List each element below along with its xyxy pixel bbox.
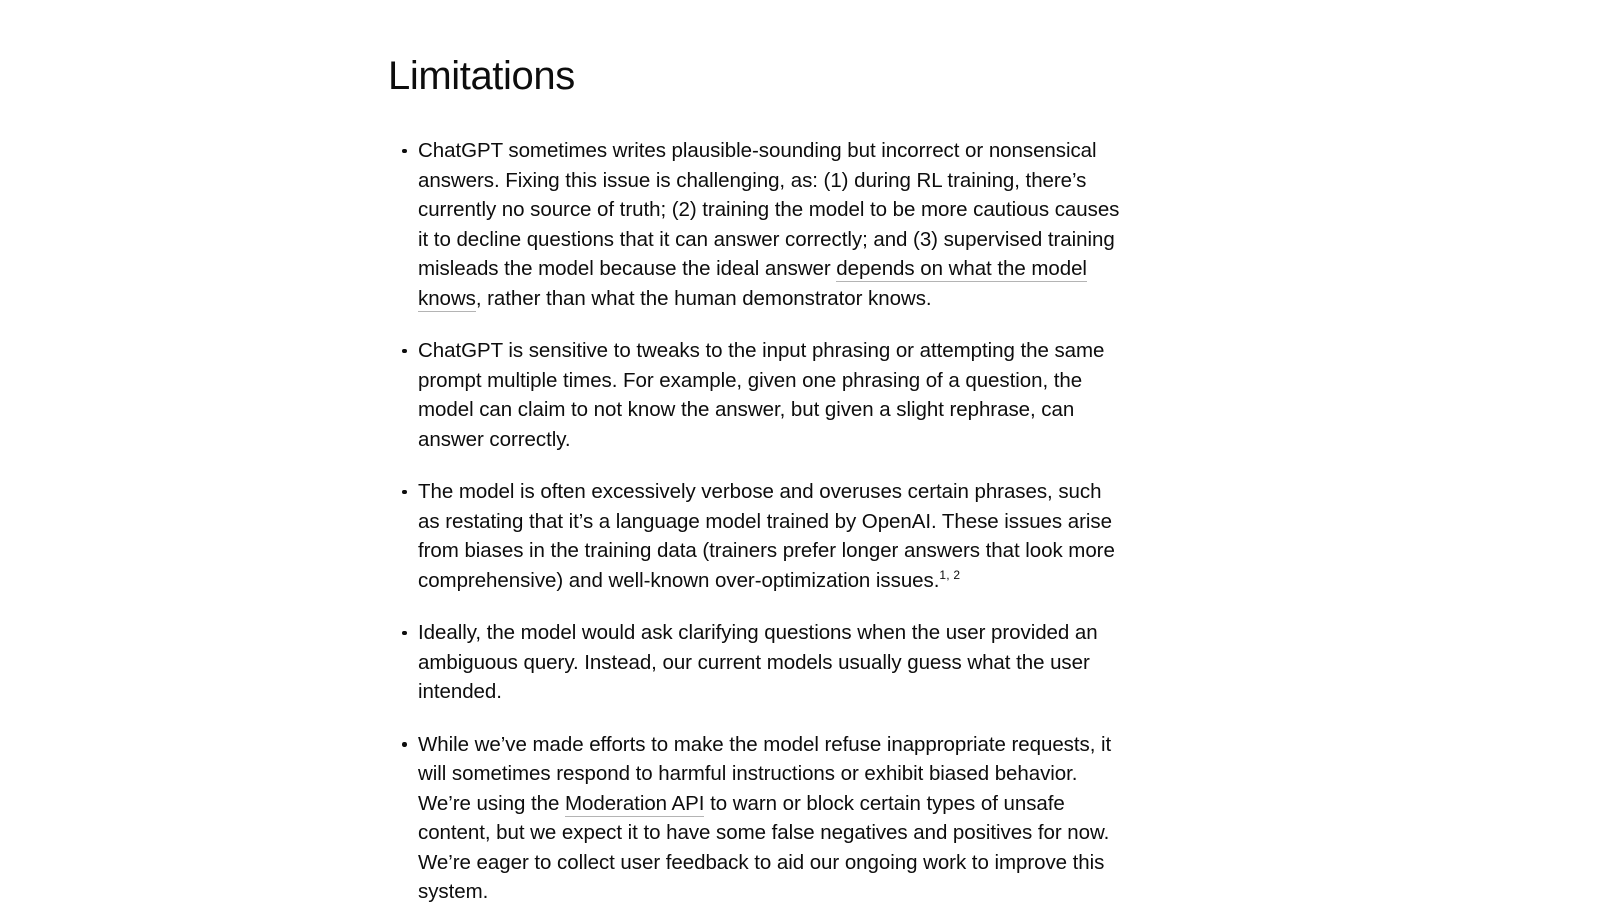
text-run: , rather than what the human demonstrator knows. — [475, 286, 932, 310]
bullet-incorrect-answers — [388, 136, 1128, 313]
text-run: Ideally, the model would ask clarifying questions when the user provided an ambiguous query. Instead, our current models usually guess what the user intended. — [418, 621, 1098, 703]
text-run: The model is often excessively verbose and overuses certain phrases, such as restating that it’s a language model trained by OpenAI. These issues arise from biases in the training data (trainers prefer longer answers that look more comprehensive) and well-known over-optimization issues. — [418, 480, 1115, 592]
inline-link[interactable]: Moderation API — [564, 791, 705, 815]
text-run: ChatGPT is sensitive to tweaks to the input phrasing or attempting the same prompt multiple times. For example, given one phrasing of a question, the model can claim to not know the answer, but given a slight rephrase, can answer correctly. — [418, 339, 1105, 451]
bullet-input-phrasing-sensitivity — [388, 336, 1128, 454]
content-column — [388, 52, 1128, 907]
bullet-dot-icon — [402, 149, 407, 154]
page-title: Limitations — [388, 54, 575, 98]
inline-link[interactable]: depends on what the model knows — [418, 257, 1087, 310]
bullet-moderation-refusals — [388, 730, 1128, 907]
bullet-clarifying-questions — [388, 618, 1128, 707]
bullet-dot-icon — [402, 742, 407, 747]
bullet-dot-icon — [402, 349, 407, 354]
list-item-text — [418, 336, 1128, 454]
list-item-text — [418, 618, 1128, 707]
list-item-text — [418, 136, 1128, 313]
footnote-reference[interactable]: 1, 2 — [939, 567, 961, 582]
limitations-list — [388, 136, 1128, 907]
bullet-verbose-overuse — [388, 477, 1128, 595]
text-run: to warn or block certain types of unsafe content, but we expect it to have some false negatives and positives for now. We’re eager to collect user feedback to aid our ongoing work to improve this system. — [418, 791, 1110, 903]
list-item-text — [418, 477, 1128, 595]
text-run: While we’ve made efforts to make the model refuse inappropriate requests, it will sometimes respond to harmful instructions or exhibit biased behavior. We’re using the — [418, 732, 1112, 815]
text-run: ChatGPT sometimes writes plausible-sounding but incorrect or nonsensical answers. Fixing this issue is challenging, as: (1) during RL training, there’s currently no source of truth; (2) training the model to be more cautious causes it to decline questions that it can answer correctly; and (3) supervised training misleads the model because the ideal answer — [418, 139, 1120, 280]
bullet-dot-icon — [402, 631, 407, 636]
bullet-dot-icon — [402, 490, 407, 495]
list-item-text — [418, 730, 1128, 907]
